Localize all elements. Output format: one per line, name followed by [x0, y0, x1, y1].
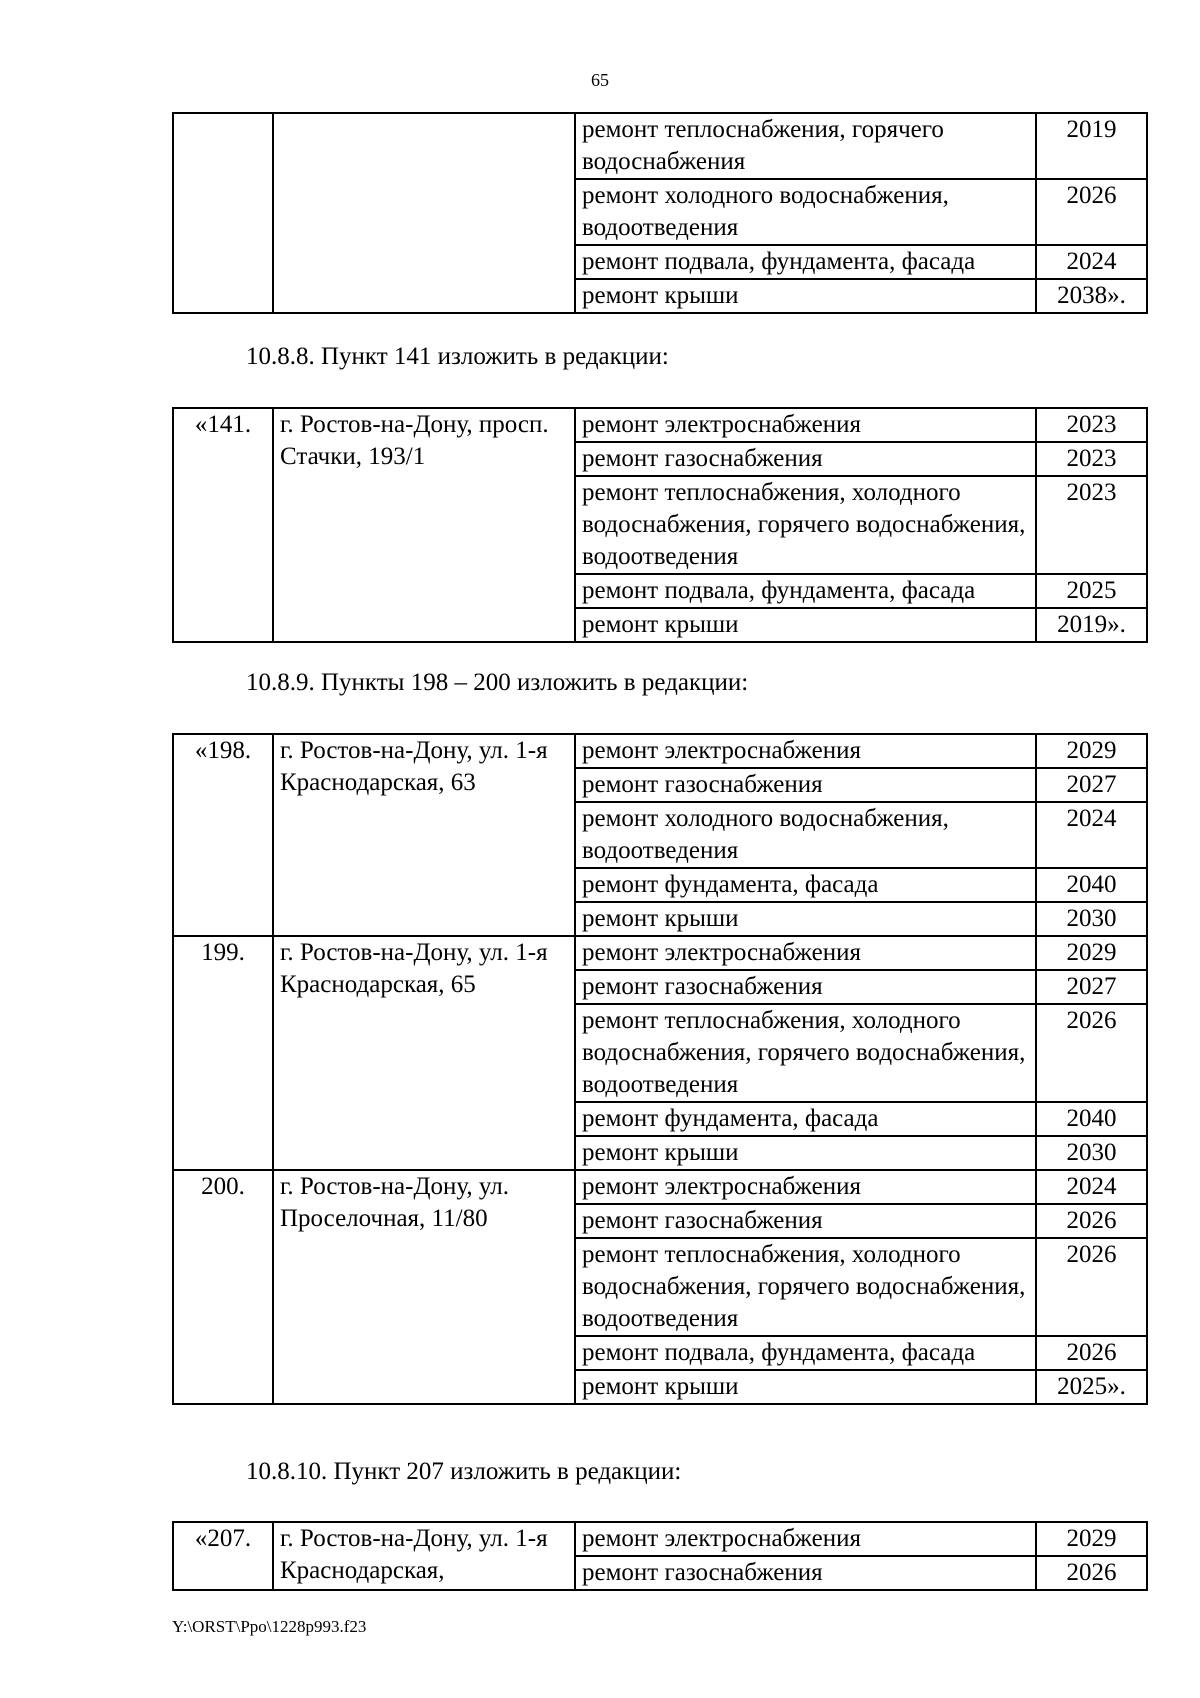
work-cell: ремонт крыши: [575, 279, 1036, 313]
work-cell: ремонт крыши: [575, 902, 1036, 936]
year-cell: 2026: [1036, 1238, 1147, 1336]
section-heading: 10.8.10. Пункт 207 изложить в редакции:: [246, 1458, 682, 1485]
number-cell: 199.: [173, 936, 273, 1170]
year-cell: 2024: [1036, 802, 1147, 868]
work-cell: ремонт электроснабжения: [575, 734, 1036, 768]
address-cell: г. Ростов-на-Дону, ул. 1-я Краснодарская, 63: [273, 734, 575, 936]
work-cell: ремонт теплоснабжения, холодного водоснабжения, горячего водоснабжения, водоотведения: [575, 476, 1036, 574]
work-cell: ремонт электроснабжения: [575, 1170, 1036, 1204]
work-cell: ремонт крыши: [575, 1136, 1036, 1170]
work-cell: ремонт подвала, фундамента, фасада: [575, 574, 1036, 608]
year-cell: 2019: [1036, 113, 1147, 179]
year-cell: 2030: [1036, 902, 1147, 936]
work-cell: ремонт электроснабжения: [575, 1522, 1036, 1556]
year-cell: 2029: [1036, 936, 1147, 970]
number-cell: [173, 113, 273, 313]
table-row: [173, 1170, 1147, 1204]
year-cell: 2025».: [1036, 1370, 1147, 1404]
work-cell: ремонт фундамента, фасада: [575, 868, 1036, 902]
number-cell: «207.: [173, 1522, 273, 1590]
work-cell: ремонт подвала, фундамента, фасада: [575, 245, 1036, 279]
work-cell: ремонт газоснабжения: [575, 1204, 1036, 1238]
work-cell: ремонт крыши: [575, 608, 1036, 642]
year-cell: 2023: [1036, 442, 1147, 476]
address-cell: г. Ростов-на-Дону, просп. Стачки, 193/1: [273, 408, 575, 642]
year-cell: 2027: [1036, 768, 1147, 802]
table-row: [173, 936, 1147, 970]
table-row: [173, 1522, 1147, 1556]
work-cell: ремонт подвала, фундамента, фасада: [575, 1336, 1036, 1370]
table-row: [173, 734, 1147, 768]
work-cell: ремонт газоснабжения: [575, 768, 1036, 802]
work-cell: ремонт газоснабжения: [575, 970, 1036, 1004]
section-heading: 10.8.9. Пункты 198 – 200 изложить в редакции:: [246, 669, 749, 696]
year-cell: 2025: [1036, 574, 1147, 608]
table-items-198-200: [172, 733, 1148, 1405]
year-cell: 2040: [1036, 1102, 1147, 1136]
year-cell: 2040: [1036, 868, 1147, 902]
year-cell: 2029: [1036, 734, 1147, 768]
year-cell: 2026: [1036, 1004, 1147, 1102]
continuation-table: [172, 112, 1148, 314]
year-cell: 2027: [1036, 970, 1147, 1004]
table-row: [173, 113, 1147, 179]
work-cell: ремонт теплоснабжения, холодного водоснабжения, горячего водоснабжения, водоотведения: [575, 1238, 1036, 1336]
work-cell: ремонт холодного водоснабжения, водоотведения: [575, 179, 1036, 245]
year-cell: 2026: [1036, 1556, 1147, 1590]
work-cell: ремонт крыши: [575, 1370, 1036, 1404]
year-cell: 2026: [1036, 1336, 1147, 1370]
work-cell: ремонт теплоснабжения, холодного водоснабжения, горячего водоснабжения, водоотведения: [575, 1004, 1036, 1102]
work-cell: ремонт холодного водоснабжения, водоотведения: [575, 802, 1036, 868]
year-cell: 2038».: [1036, 279, 1147, 313]
year-cell: 2023: [1036, 408, 1147, 442]
page-number: 65: [591, 70, 609, 90]
address-cell: г. Ростов-на-Дону, ул. 1-я Краснодарская, 65: [273, 936, 575, 1170]
address-cell: г. Ростов-на-Дону, ул. 1-я Краснодарская,: [273, 1522, 575, 1590]
file-path-footer: Y:\ORST\Ppo\1228p993.f23: [172, 1617, 367, 1636]
number-cell: «141.: [173, 408, 273, 642]
address-cell: [273, 113, 575, 313]
year-cell: 2026: [1036, 1204, 1147, 1238]
work-cell: ремонт фундамента, фасада: [575, 1102, 1036, 1136]
number-cell: «198.: [173, 734, 273, 936]
work-cell: ремонт электроснабжения: [575, 936, 1036, 970]
table-item-207: [172, 1521, 1148, 1591]
work-cell: ремонт электроснабжения: [575, 408, 1036, 442]
table-row: [173, 408, 1147, 442]
work-cell: ремонт газоснабжения: [575, 442, 1036, 476]
number-cell: 200.: [173, 1170, 273, 1404]
year-cell: 2030: [1036, 1136, 1147, 1170]
year-cell: 2019».: [1036, 608, 1147, 642]
work-cell: ремонт теплоснабжения, горячего водоснабжения: [575, 113, 1036, 179]
year-cell: 2024: [1036, 245, 1147, 279]
work-cell: ремонт газоснабжения: [575, 1556, 1036, 1590]
table-item-141: [172, 407, 1148, 643]
year-cell: 2029: [1036, 1522, 1147, 1556]
year-cell: 2026: [1036, 179, 1147, 245]
address-cell: г. Ростов-на-Дону, ул. Проселочная, 11/80: [273, 1170, 575, 1404]
section-heading: 10.8.8. Пункт 141 изложить в редакции:: [246, 343, 669, 370]
year-cell: 2023: [1036, 476, 1147, 574]
year-cell: 2024: [1036, 1170, 1147, 1204]
